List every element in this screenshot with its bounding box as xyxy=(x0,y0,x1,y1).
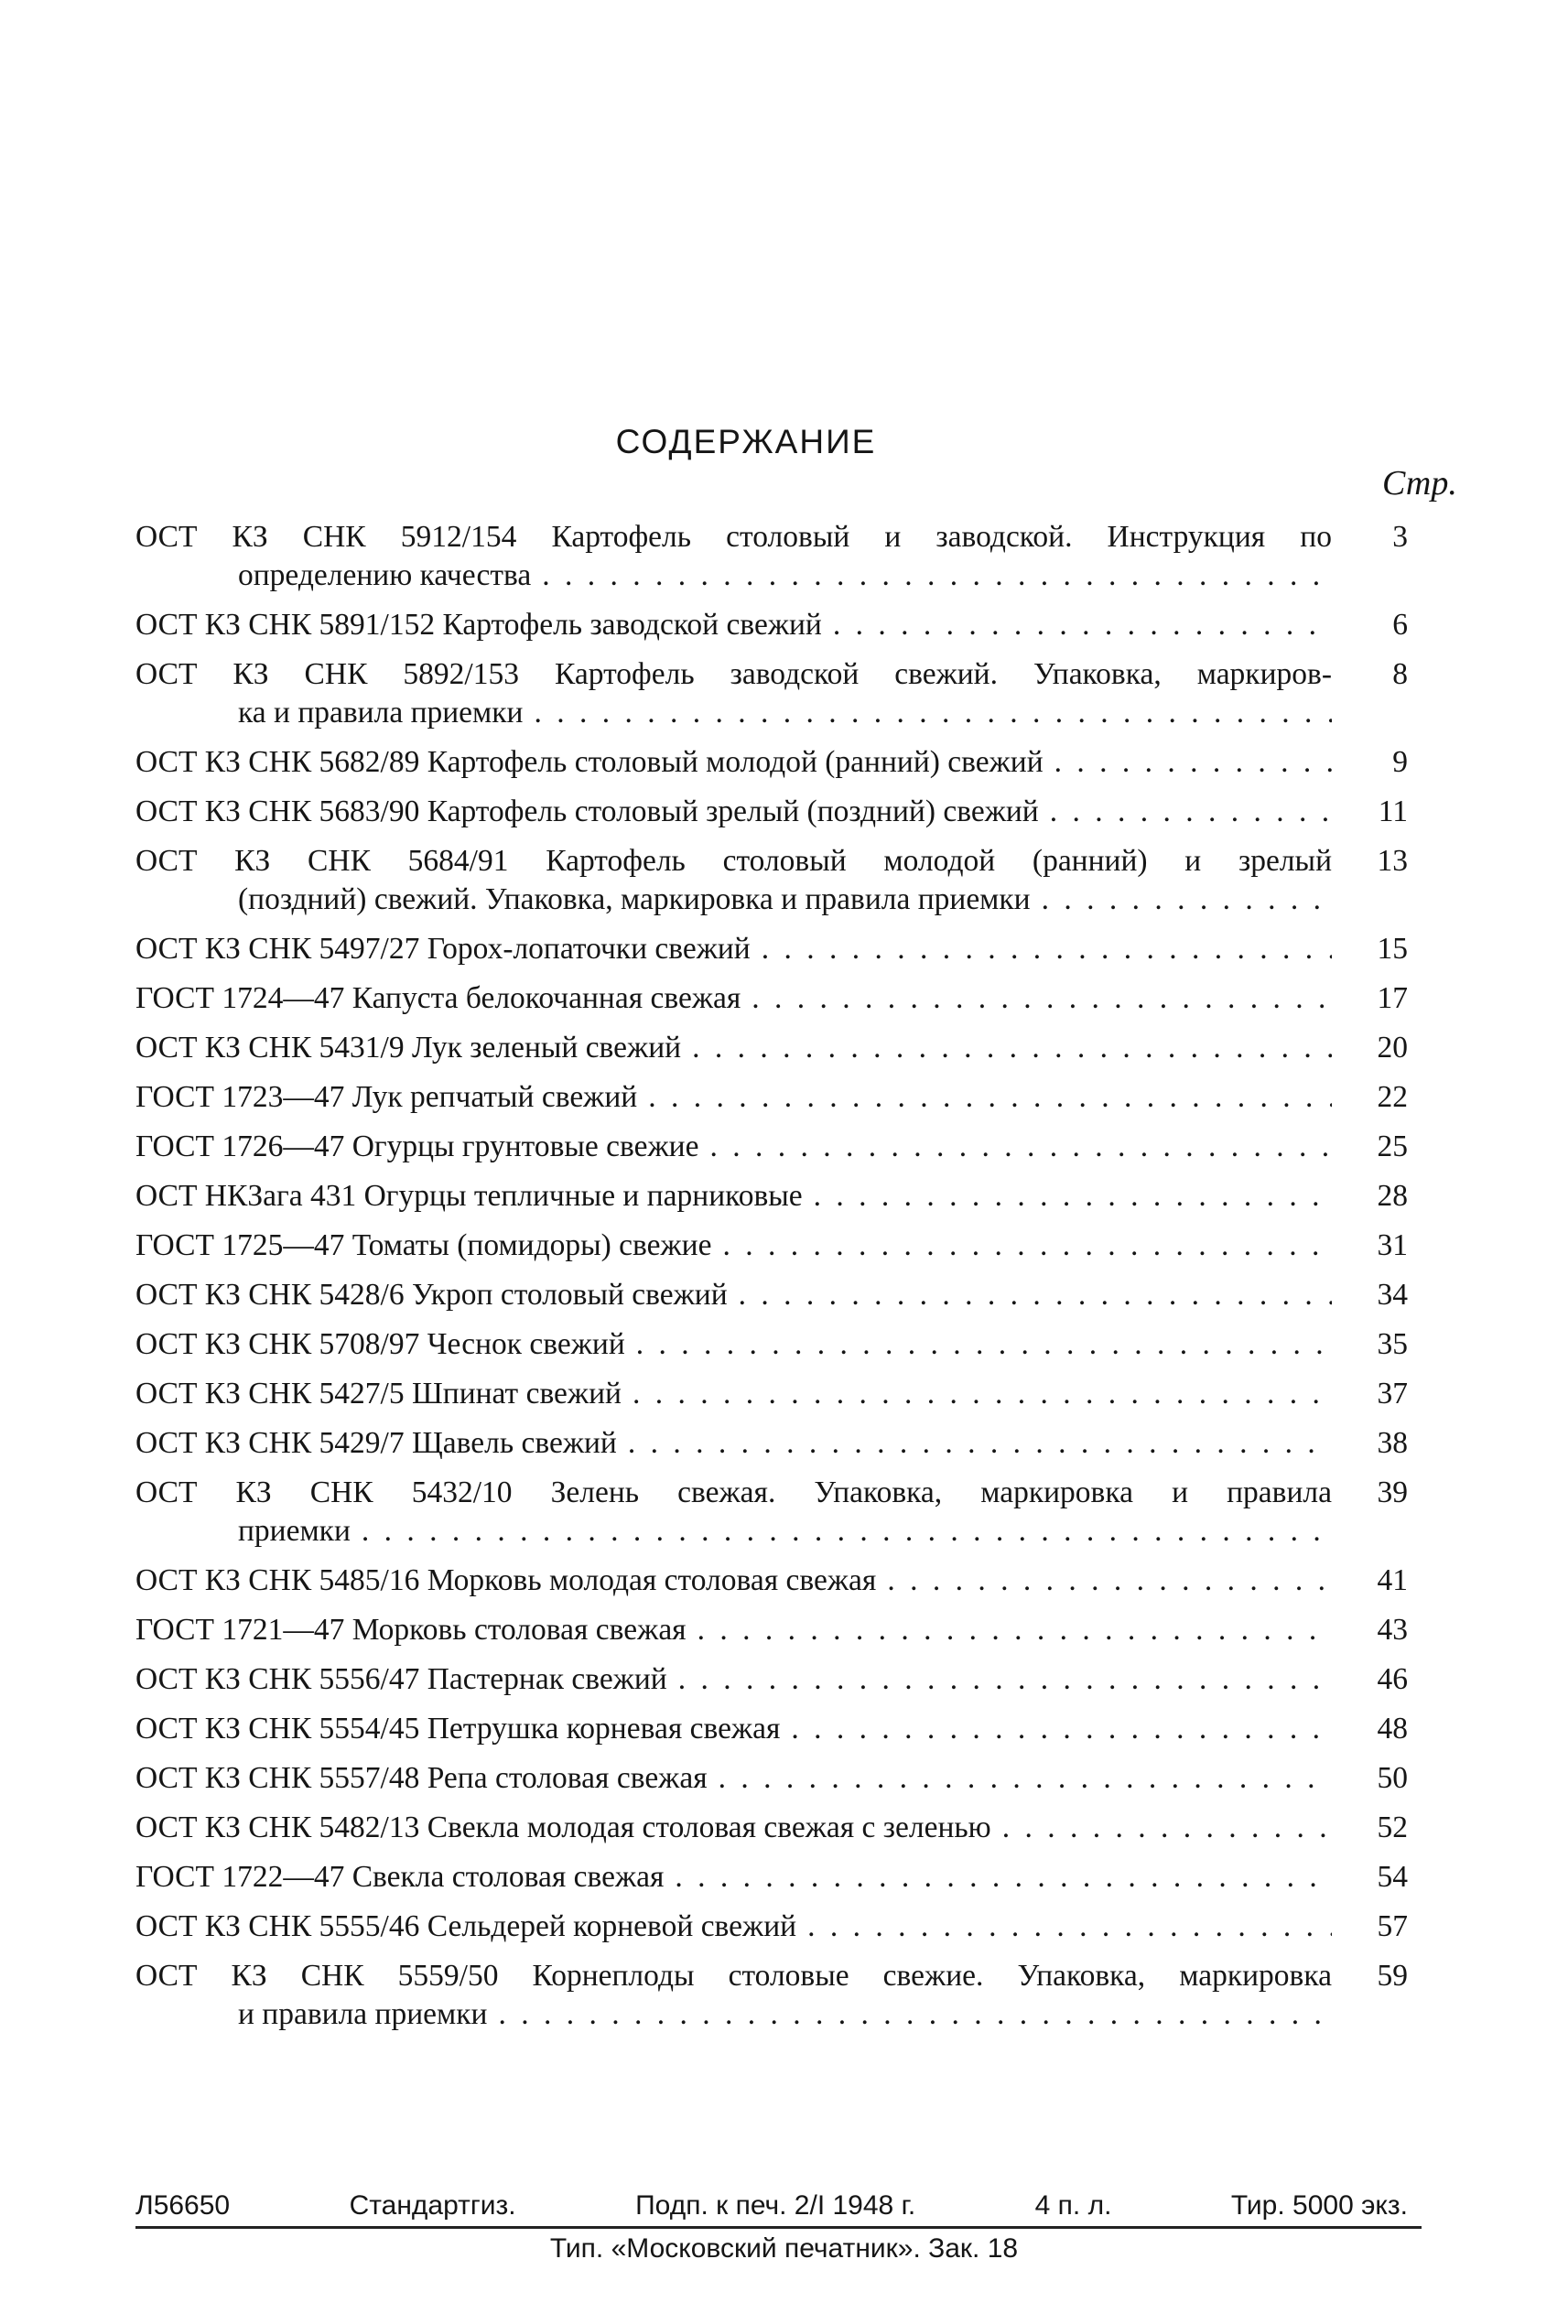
toc-entry-page: 22 xyxy=(1377,1080,1408,1114)
dot-leader xyxy=(1039,793,1332,831)
toc-entry-page: 20 xyxy=(1377,1031,1408,1065)
toc-entry xyxy=(135,1078,1408,1128)
toc-entry-text xyxy=(135,930,1332,968)
toc-entry-page: 50 xyxy=(1377,1761,1408,1795)
toc-entry-title: ГОСТ 1723—47 Лук репчатый свежий xyxy=(135,1080,638,1114)
toc-entry-page: 41 xyxy=(1377,1563,1408,1597)
toc-entry xyxy=(135,1562,1408,1611)
toc-entry xyxy=(135,1227,1408,1276)
toc-entry-title: ОСТ КЗ СНК 5555/46 Сельдерей корневой свежий xyxy=(135,1909,797,1943)
dot-leader xyxy=(687,1611,1332,1649)
toc-entry-title: ГОСТ 1724—47 Капуста белокочанная свежая xyxy=(135,981,741,1015)
toc-entry-page: 17 xyxy=(1377,981,1408,1015)
toc-entry-page: 3 xyxy=(1392,520,1408,554)
dot-leader xyxy=(780,1710,1332,1748)
toc-entry-text xyxy=(135,1908,1332,1946)
toc-entry-continuation: (поздний) свежий. Упаковка, маркировка и правила приемки xyxy=(238,882,1031,916)
toc-entry-title: ОСТ КЗ СНК 5912/154 Картофель столовый и заводской. Инструкция по xyxy=(135,520,1332,554)
dot-leader xyxy=(1031,881,1332,919)
dot-leader xyxy=(667,1660,1332,1699)
toc-entry-text xyxy=(135,842,1332,919)
toc-entry-text xyxy=(135,1424,1332,1463)
toc-entry-page: 11 xyxy=(1378,794,1408,828)
toc-entry xyxy=(135,655,1408,743)
toc-entry xyxy=(135,1660,1408,1710)
toc-entry-page: 6 xyxy=(1392,608,1408,642)
toc-entry-text xyxy=(135,1957,1332,2034)
toc-entry xyxy=(135,1424,1408,1474)
imprint-order-code: Л56650 xyxy=(135,2190,231,2221)
toc-entry-page: 31 xyxy=(1377,1228,1408,1262)
toc-entry-text xyxy=(135,743,1332,782)
dot-leader xyxy=(622,1375,1332,1413)
toc-entry-title: ОСТ КЗ СНК 5891/152 Картофель заводской свежий xyxy=(135,608,822,642)
toc-entry-title: ОСТ КЗ СНК 5429/7 Щавель свежий xyxy=(135,1426,617,1460)
toc-entry xyxy=(135,1908,1408,1957)
toc-entry-title: ОСТ КЗ СНК 5427/5 Шпинат свежий xyxy=(135,1377,622,1411)
toc-entry-page: 8 xyxy=(1392,657,1408,691)
toc-entry-title: ОСТ КЗ СНК 5485/16 Морковь молодая столовая свежая xyxy=(135,1563,877,1597)
toc-entry-text xyxy=(135,1809,1332,1847)
table-of-contents xyxy=(135,518,1408,2045)
toc-entry-title: ГОСТ 1726—47 Огурцы грунтовые свежие xyxy=(135,1130,699,1163)
toc-entry xyxy=(135,1611,1408,1660)
toc-entry-continuation: определению качества xyxy=(238,558,532,592)
toc-entry-text xyxy=(135,1474,1332,1551)
toc-entry xyxy=(135,1809,1408,1858)
dot-leader xyxy=(876,1562,1332,1600)
toc-entry-continuation: ка и правила приемки xyxy=(238,696,524,730)
imprint-printer: Тип. «Московский печатник». Зак. 18 xyxy=(549,2233,1019,2264)
toc-entry-page: 52 xyxy=(1377,1811,1408,1844)
dot-leader xyxy=(708,1759,1332,1798)
toc-entry-page: 54 xyxy=(1377,1860,1408,1894)
toc-entry-title: ОСТ КЗ СНК 5683/90 Картофель столовый зрелый (поздний) свежий xyxy=(135,794,1039,828)
dot-leader xyxy=(617,1424,1332,1463)
toc-entry-title: ОСТ КЗ СНК 5892/153 Картофель заводской свежий. Упаковка, маркиров- xyxy=(135,657,1332,691)
toc-entry-page: 35 xyxy=(1377,1327,1408,1361)
toc-entry xyxy=(135,1128,1408,1177)
toc-entry xyxy=(135,1858,1408,1908)
toc-entry-page: 37 xyxy=(1377,1377,1408,1411)
dot-leader xyxy=(637,1078,1332,1117)
toc-entry-title: ОСТ КЗ СНК 5428/6 Укроп столовый свежий xyxy=(135,1278,728,1312)
toc-entry-page: 34 xyxy=(1377,1278,1408,1312)
dot-leader xyxy=(822,606,1332,644)
toc-entry-page: 46 xyxy=(1377,1662,1408,1696)
dot-leader xyxy=(711,1227,1332,1265)
toc-entry-continuation: приемки xyxy=(238,1514,351,1548)
toc-entry xyxy=(135,1759,1408,1809)
toc-entry-text xyxy=(135,793,1332,831)
toc-entry-title: ОСТ КЗ СНК 5554/45 Петрушка корневая свежая xyxy=(135,1712,781,1746)
toc-entry xyxy=(135,1177,1408,1227)
toc-entry-page: 25 xyxy=(1377,1130,1408,1163)
toc-entry-title: ОСТ КЗ СНК 5559/50 Корнеплоды столовые свежие. Упаковка, маркировка xyxy=(135,1959,1332,1993)
imprint-line xyxy=(135,2190,1408,2221)
toc-entry xyxy=(135,979,1408,1029)
toc-entry-page: 38 xyxy=(1377,1426,1408,1460)
toc-entry-text xyxy=(135,1325,1332,1364)
page-column-label: Стр. xyxy=(1382,464,1457,503)
dot-leader xyxy=(1044,743,1332,782)
toc-entry-title: ОСТ КЗ СНК 5557/48 Репа столовая свежая xyxy=(135,1761,708,1795)
toc-entry xyxy=(135,842,1408,930)
dot-leader xyxy=(681,1029,1332,1067)
imprint-publisher: Стандартгиз. xyxy=(349,2190,516,2221)
toc-entry-continuation: и правила приемки xyxy=(238,1997,488,2031)
toc-entry-page: 43 xyxy=(1377,1613,1408,1647)
toc-entry-title: ОСТ КЗ СНК 5556/47 Пастернак свежий xyxy=(135,1662,667,1696)
toc-entry xyxy=(135,518,1408,606)
toc-entry-text xyxy=(135,1660,1332,1699)
toc-entry xyxy=(135,743,1408,793)
toc-entry-page: 13 xyxy=(1377,844,1408,878)
toc-entry xyxy=(135,1474,1408,1562)
toc-entry-page: 9 xyxy=(1392,745,1408,779)
toc-entry-text xyxy=(135,518,1332,595)
imprint-sheets: 4 п. л. xyxy=(1034,2190,1112,2221)
toc-entry xyxy=(135,1276,1408,1325)
toc-entry xyxy=(135,930,1408,979)
toc-entry-text xyxy=(135,979,1332,1018)
dot-leader xyxy=(991,1809,1332,1847)
toc-entry-text xyxy=(135,1759,1332,1798)
toc-entry-title: ОСТ КЗ СНК 5431/9 Лук зеленый свежий xyxy=(135,1031,682,1065)
toc-entry xyxy=(135,606,1408,655)
toc-entry-text xyxy=(135,1375,1332,1413)
toc-entry-text xyxy=(135,1177,1332,1216)
toc-entry xyxy=(135,1710,1408,1759)
imprint-signed: Подп. к печ. 2/I 1948 г. xyxy=(635,2190,916,2221)
toc-entry-text xyxy=(135,1858,1332,1897)
dot-leader xyxy=(741,979,1332,1018)
toc-entry-text xyxy=(135,606,1332,644)
toc-entry-title: ОСТ КЗ СНК 5497/27 Горох-лопаточки свежий xyxy=(135,932,751,966)
toc-entry-title: ГОСТ 1721—47 Морковь столовая свежая xyxy=(135,1613,687,1647)
dot-leader xyxy=(698,1128,1332,1166)
toc-entry xyxy=(135,793,1408,842)
toc-entry-text xyxy=(135,1227,1332,1265)
toc-entry-text xyxy=(135,1029,1332,1067)
dot-leader xyxy=(487,1995,1332,2034)
toc-entry-title: ОСТ КЗ СНК 5432/10 Зелень свежая. Упаковка, маркировка и правила xyxy=(135,1475,1332,1509)
toc-entry-page: 39 xyxy=(1377,1475,1408,1509)
dot-leader xyxy=(796,1908,1332,1946)
toc-entry-text xyxy=(135,1078,1332,1117)
toc-entry xyxy=(135,1325,1408,1375)
toc-entry-text xyxy=(135,1611,1332,1649)
toc-entry-text xyxy=(135,1276,1332,1314)
imprint-divider xyxy=(135,2226,1422,2229)
toc-entry-title: ОСТ КЗ СНК 5684/91 Картофель столовый молодой (ранний) и зрелый xyxy=(135,844,1332,878)
dot-leader xyxy=(751,930,1332,968)
dot-leader xyxy=(728,1276,1332,1314)
toc-entry-page: 59 xyxy=(1377,1959,1408,1993)
toc-entry-title: ГОСТ 1725—47 Томаты (помидоры) свежие xyxy=(135,1228,712,1262)
toc-entry-page: 28 xyxy=(1377,1179,1408,1213)
toc-entry-page: 57 xyxy=(1377,1909,1408,1943)
toc-entry-text xyxy=(135,655,1332,732)
dot-leader xyxy=(351,1512,1332,1551)
toc-entry-page: 48 xyxy=(1377,1712,1408,1746)
page-title: СОДЕРЖАНИЕ xyxy=(615,423,877,460)
toc-entry-title: ОСТ НКЗага 431 Огурцы тепличные и парниковые xyxy=(135,1179,803,1213)
dot-leader xyxy=(531,557,1332,595)
imprint-print-run: Тир. 5000 экз. xyxy=(1230,2190,1408,2221)
toc-entry-page: 15 xyxy=(1377,932,1408,966)
dot-leader xyxy=(664,1858,1332,1897)
dot-leader xyxy=(803,1177,1332,1216)
toc-entry-title: ОСТ КЗ СНК 5682/89 Картофель столовый молодой (ранний) свежий xyxy=(135,745,1044,779)
toc-entry xyxy=(135,1029,1408,1078)
toc-entry-text xyxy=(135,1562,1332,1600)
dot-leader xyxy=(625,1325,1332,1364)
toc-entry-text xyxy=(135,1710,1332,1748)
dot-leader xyxy=(523,694,1332,732)
toc-entry-text xyxy=(135,1128,1332,1166)
toc-entry xyxy=(135,1375,1408,1424)
toc-entry xyxy=(135,1957,1408,2045)
toc-entry-title: ГОСТ 1722—47 Свекла столовая свежая xyxy=(135,1860,665,1894)
toc-entry-title: ОСТ КЗ СНК 5482/13 Свекла молодая столовая свежая с зеленью xyxy=(135,1811,991,1844)
toc-entry-title: ОСТ КЗ СНК 5708/97 Чеснок свежий xyxy=(135,1327,625,1361)
